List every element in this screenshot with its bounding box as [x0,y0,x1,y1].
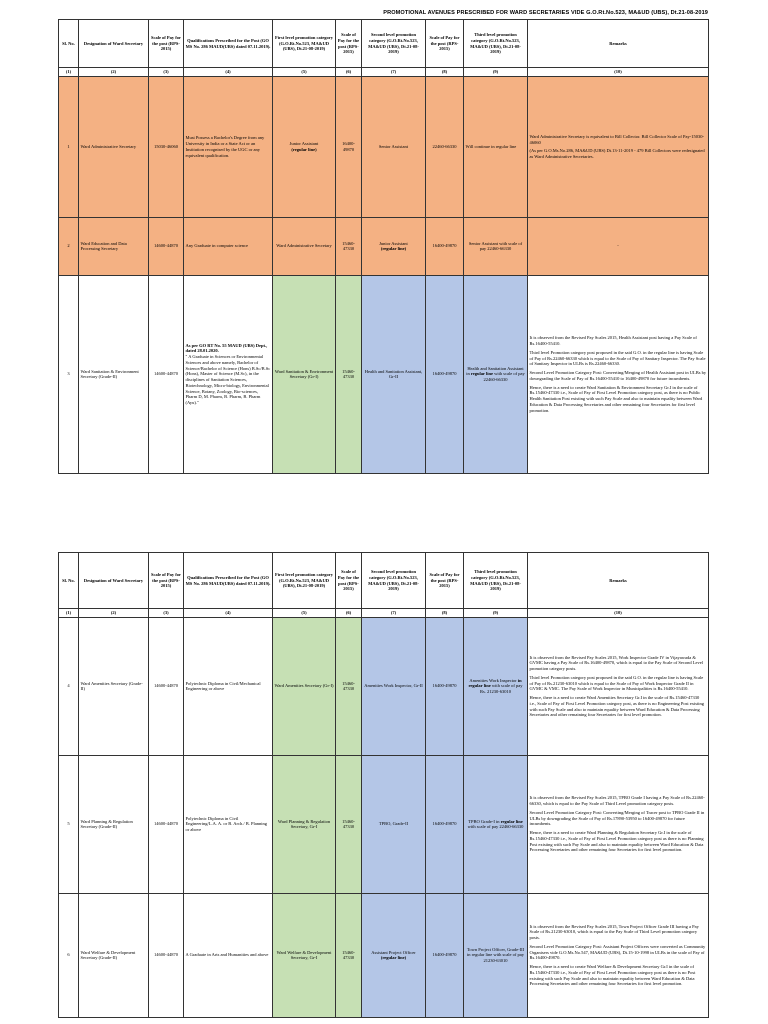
scale-of-pay-cell: 16400-49870 [426,617,464,755]
header-sl-no: Sl. No. [59,553,79,609]
third-level-text: Health and Sanitation Assistant in [466,365,524,377]
column-number: (1) [59,68,79,77]
column-number: (7) [362,609,426,618]
remarks-paragraph: Second Level Promotion Category Post: Assistant Project Officers were converted as Community Organisers vide G.O.Ms.No.547, MA&UD (UBS), Dt.15-10-1998 in ULBs in the scale of Pay of Rs.16400-49870. [529,943,706,961]
header-first-level: First level promotion category (G.O.Rt.No.523, MA&UD (UBS), Dt.21-08-2019) [273,20,336,68]
table-row [59,76,709,217]
header-designation: Designation of Ward Secretary [79,553,149,609]
third-level-scale-text: with scale of pay 22460-66330 [467,824,524,830]
third-level-cell: Senior Assistant with scale of pay 22460-66330 [464,217,528,275]
column-number: (6) [336,609,362,618]
regular-line-label: regular line [500,818,523,824]
header-scale-of-pay: Scale of Pay for the post (RPS-2015) [426,553,464,609]
remarks-paragraph: It is observed from the Revised Pay Scales 2015, Town Project Officer Grade III having a Pay Scale of Rs.21230-63010, which is equal to the Pay Scale of Third Level promotion category posts. [529,923,699,940]
sl-no-cell: 2 [59,217,79,275]
scale-of-pay-cell: 22460-66330 [426,76,464,217]
scale-of-pay-cell: 15460-47330 [336,275,362,473]
regular-line-label: (regular line) [380,246,407,252]
scale-of-pay-cell: 16400-49870 [426,217,464,275]
column-number-row [59,609,709,618]
remarks-paragraph: Hence, there is a need to create Ward Sanitation & Environment Secretary Gr.I in the scale of Rs.15460-47330 i.e., Scale of Pay of First Level Promotion category post, as there is no Public Health Sanitation Post existing with such Pay Scale and also to maintain equality between Ward Education & Data Processing Secretaries and other remaining four Secretaries for first level promotion. [529,384,703,413]
column-number: (3) [149,68,184,77]
header-scale-of-pay: Scale of Pay for the post (RPS-2015) [149,553,184,609]
column-number: (1) [59,609,79,618]
scale-of-pay-cell: 15030-46060 [149,76,184,217]
header-scale-of-pay: Scale of Pay for the post (RPS-2015) [426,20,464,68]
qualification-cell: Must Possess a Bachelor's Degree from any University in India or a State Act or an Institution recognised by the UGC or any equivalent qualification. [184,76,273,217]
remarks-cell [528,275,709,473]
column-number: (7) [362,68,426,77]
third-level-cell [464,617,528,755]
scale-of-pay-cell: 16400-49870 [426,755,464,893]
second-level-cell: TPBO, Grade-II [362,755,426,893]
qualification-cell: A Graduate in Arts and Humanities and above [184,893,273,1017]
remarks-paragraph: It is observed from the Revised Pay Scales 2015, TPBO Grade I having a Pay Scale of Rs.22460-66330, which is equal to the Pay Scale of Third Level promotion category posts. [529,795,705,807]
remarks-paragraph: Third level Promotion category post proposed in the said G.O. in the regular line is having Scale of Pay of Rs.21230-63010 which is equal to the Scale of Pay of Work Inspector Grade II in GVMC & VMC. The Pay Scale of Work Inspector in Municipalities is Rs.16400-55410. [529,674,704,692]
column-number: (8) [426,609,464,618]
second-level-text: Assistant Project Officer [371,949,416,955]
remarks-paragraph: Hence, there is a need to create Ward Amenities Secretary Gr.I in the scale of Rs.15460-47330 i.e., Scale of Pay of First Level Promotion category post, as there is no Engineering Post existing with such Pay Scale and also to maintain equality between Ward Education & Data Processing Secretaries and other remaining four Secretaries for first level promotion. [529,695,704,718]
column-number: (4) [184,609,273,618]
header-qualifications: Qualifications Prescribed for the Post (GO MS No. 286 MAUD(UBS) dated 07.11.2019). [184,553,273,609]
regular-line-label: regular line [470,371,494,377]
third-level-cell: Will continue in regular line [464,76,528,217]
column-number: (4) [184,68,273,77]
second-level-cell: Health and Sanitation Assistant, Gr-II [362,275,426,473]
header-second-level: Second level promotion category (G.O.Rt.No.523, MA&UD (UBS), Dt.21-08-2019) [362,20,426,68]
header-designation: Designation of Ward Secretary [79,20,149,68]
header-second-level: Second level promotion category (G.O.Rt.No.523, MA&UD (UBS), Dt.21-08-2019) [362,553,426,609]
scale-of-pay-cell: 14600-44870 [149,755,184,893]
remarks-cell: - [528,217,709,275]
header-remarks: Remarks [528,20,709,68]
regular-line-label: (regular line) [380,955,407,961]
designation-cell: Ward Administrative Secretary [79,76,149,217]
qualification-go-reference: As per GO RT No. 55 MAUD (UBS) Dept., dated 28.01.2020. [185,342,268,354]
column-number: (9) [464,68,528,77]
scale-of-pay-cell: 14600-44870 [149,617,184,755]
scale-of-pay-cell: 15460-47330 [336,617,362,755]
document-title: PROMOTIONAL AVENUES PRESCRIBED FOR WARD SECRETARIES VIDE G.O.Rt.No.523, MA&UD (UBS), Dt.21-08-2019 [383,10,708,16]
remarks-paragraph: It is observed from the Revised Pay Scales 2015, Health Assistant post having a Pay Scale of Rs.16400-55410. [529,335,697,346]
table-row [59,893,709,1017]
header-qualifications: Qualifications Prescribed for the Post (GO MS No. 286 MAUD(UBS) dated 07.11.2019). [184,20,273,68]
first-level-cell: Ward Administrative Secretary [273,217,336,275]
first-level-text: Junior Assistant [289,141,319,146]
header-first-level: First level promotion category (G.O.Rt.No.523, MA&UD (UBS), Dt.21-08-2019) [273,553,336,609]
remarks-paragraph: Hence, there is a need to create Ward Welfare & Development Secretary Gr.I in the scale of Rs.15460-47330 i.e., Scale of Pay of First Level Promotion category post as there is no Post existing with such Pay Scale and also to maintain equality between Ward Education & Data Processing Secretaries and other remaining four Secretaries for first level promotion. [529,964,696,987]
remarks-paragraph: Third level Promotion category post proposed in the said G.O. in the regular line is having Scale of Pay of Rs.22460-66330 which is equal to the Scale of Pay of Sanitary Inspector. The Pay Scale of Sanitary Inspector in ULBs is Rs.22460-66330. [529,349,706,367]
scale-of-pay-cell: 15460-47330 [336,217,362,275]
designation-cell: Ward Planning & Regulation Secretary (Grade-II) [79,755,149,893]
table-row [59,217,709,275]
second-level-cell: Amenities Work Inspector, Gr-II [362,617,426,755]
designation-cell: Ward Welfare & Development Secretary (Grade-II) [79,893,149,1017]
third-level-cell [464,755,528,893]
header-third-level: Third level promotion category (G.O.Rt.No.523, MA&UD (UBS), Dt.21-08-2019) [464,553,528,609]
header-remarks: Remarks [528,553,709,609]
qualification-cell: Polytechnic Diploma in Civil/Mechanical Engineering or above [184,617,273,755]
column-number: (6) [336,68,362,77]
remarks-paragraph: Ward Administrative Secretary is equivalent to Bill Collector. Bill Collector Scale of Pay-15030-46060 [529,133,704,145]
designation-cell: Ward Education and Data Processing Secretary [79,217,149,275]
first-level-cell: Ward Sanitation & Environment Secretary (Gr-I) [273,275,336,473]
qualification-text: " A Graduate in Sciences or Environmental Sciences and above namely, Bachelor of Science/Bachelor of Science (Hons) B.Sc/B.Sc (Hons), Master of Science (M.Sc), in the disciplines of Sanitation Sciences, Biotechnology, Micro-biology, Environmental Science, Botany, Zoology, Bio-sciences, Pharm D, M. Pharm, B. Pharm, B. Pharm (Ayu)." [185,354,271,406]
header-row [59,20,709,68]
regular-line-label: in regular line [468,677,522,689]
header-scale-of-pay: Scale of Pay for the post (RPS-2015) [336,553,362,609]
second-level-cell [362,893,426,1017]
remarks-paragraph: It is observed from the Revised Pay Scales 2015, Work Inspector Grade IV in Vijayawada & GVMC having a Pay Scale of Rs.16400-49870, which is equal to the Pay Scale of Second Level promotion category posts. [529,654,703,671]
remarks-paragraph: (As per G.O.Ms.No.286, MA&UD (UBS) Dt.13-11-2019 - 479 Bill Collectors were redesignated as Ward Administrative Secretaries. [529,148,705,159]
column-number: (10) [528,609,709,618]
first-level-cell [273,76,336,217]
scale-of-pay-cell: 14600-44870 [149,893,184,1017]
qualification-cell [184,275,273,473]
second-level-cell: Senior Assistant [362,76,426,217]
remarks-cell [528,755,709,893]
sl-no-cell: 1 [59,76,79,217]
column-number: (9) [464,609,528,618]
second-level-cell [362,217,426,275]
remarks-cell [528,617,709,755]
second-level-text: Junior Assistant [379,240,408,246]
sl-no-cell: 3 [59,275,79,473]
scale-of-pay-cell: 14600-44870 [149,275,184,473]
remarks-paragraph: Second Level Promotion Category Post: Converting/Merging of Tracer post to TPBO Grade II in ULBs by downgrading the Scale of Pay of Rs.17890-53950 to 16400-49870 for future incumbents. [529,809,705,827]
regular-line-label: (regular line) [291,146,317,152]
first-level-cell: Ward Welfare & Development Secretary, Gr-I [273,893,336,1017]
header-row [59,553,709,609]
remarks-paragraph: Hence, there is a need to create Ward Planning & Regulation Secretary Gr.I in the scale of Rs.15460-47330 i.e., Scale of Pay of First Level Promotion category post as there is no Planning Post existing with such Pay Scale and also to maintain equality between Ward Education & Data Processing Secretaries and other remaining four Secretaries for first level promotion. [529,830,704,853]
remarks-paragraph: Second Level Promotion Category Post: Converting/Merging of Health Assistant post in ULBs by downgrading the Scale of Pay of Rs.16400-55410 to 16400-49870 for future incumbents. [529,370,707,381]
header-scale-of-pay: Scale of Pay for the post (RPS-2015) [336,20,362,68]
table-row [59,275,709,473]
scale-of-pay-cell: 16400-49870 [426,893,464,1017]
third-level-scale-text: with scale of pay Rs. 21230-63010 [479,683,523,695]
sl-no-cell: 5 [59,755,79,893]
column-number: (5) [273,68,336,77]
promotion-table-1 [58,19,709,474]
designation-cell: Ward Sanitation & Environment Secretary (Grade-II) [79,275,149,473]
column-number: (8) [426,68,464,77]
column-number: (5) [273,609,336,618]
column-number-row [59,68,709,77]
third-level-cell: Town Project Officer, Grade-III in regular line with scale of pay 21230-63010 [464,893,528,1017]
scale-of-pay-cell: 15460-47330 [336,893,362,1017]
scale-of-pay-cell: 16400-49870 [336,76,362,217]
header-sl-no: Sl. No. [59,20,79,68]
header-scale-of-pay: Scale of Pay for the post (RPS-2015) [149,20,184,68]
remarks-cell [528,893,709,1017]
table-row [59,617,709,755]
scale-of-pay-cell: 16400-49870 [426,275,464,473]
qualification-cell: Polytechnic Diploma in Civil Engineering/L.A. A. or B. Arch./ B. Planning or above [184,755,273,893]
scale-of-pay-cell: 14600-44870 [149,217,184,275]
qualification-cell: Any Graduate in computer science [184,217,273,275]
promotion-table-2 [58,552,709,1018]
third-level-cell [464,275,528,473]
scale-of-pay-cell: 15460-47330 [336,755,362,893]
remarks-cell [528,76,709,217]
first-level-cell: Ward Amenities Secretary (Gr-I) [273,617,336,755]
sl-no-cell: 4 [59,617,79,755]
header-third-level: Third level promotion category (G.O.Rt.No.523, MA&UD (UBS), Dt.21-08-2019) [464,20,528,68]
column-number: (10) [528,68,709,77]
table-row [59,755,709,893]
first-level-cell: Ward Planning & Regulation Secretary, Gr-I [273,755,336,893]
third-level-scale-text: with scale of pay 22460-66330 [483,371,525,383]
column-number: (2) [79,68,149,77]
third-level-text: TPBO Grade-I in [468,818,500,824]
column-number: (3) [149,609,184,618]
third-level-text: Amenities Work Inspector [469,677,517,683]
column-number: (2) [79,609,149,618]
designation-cell: Ward Amenities Secretary (Grade-II) [79,617,149,755]
sl-no-cell: 6 [59,893,79,1017]
